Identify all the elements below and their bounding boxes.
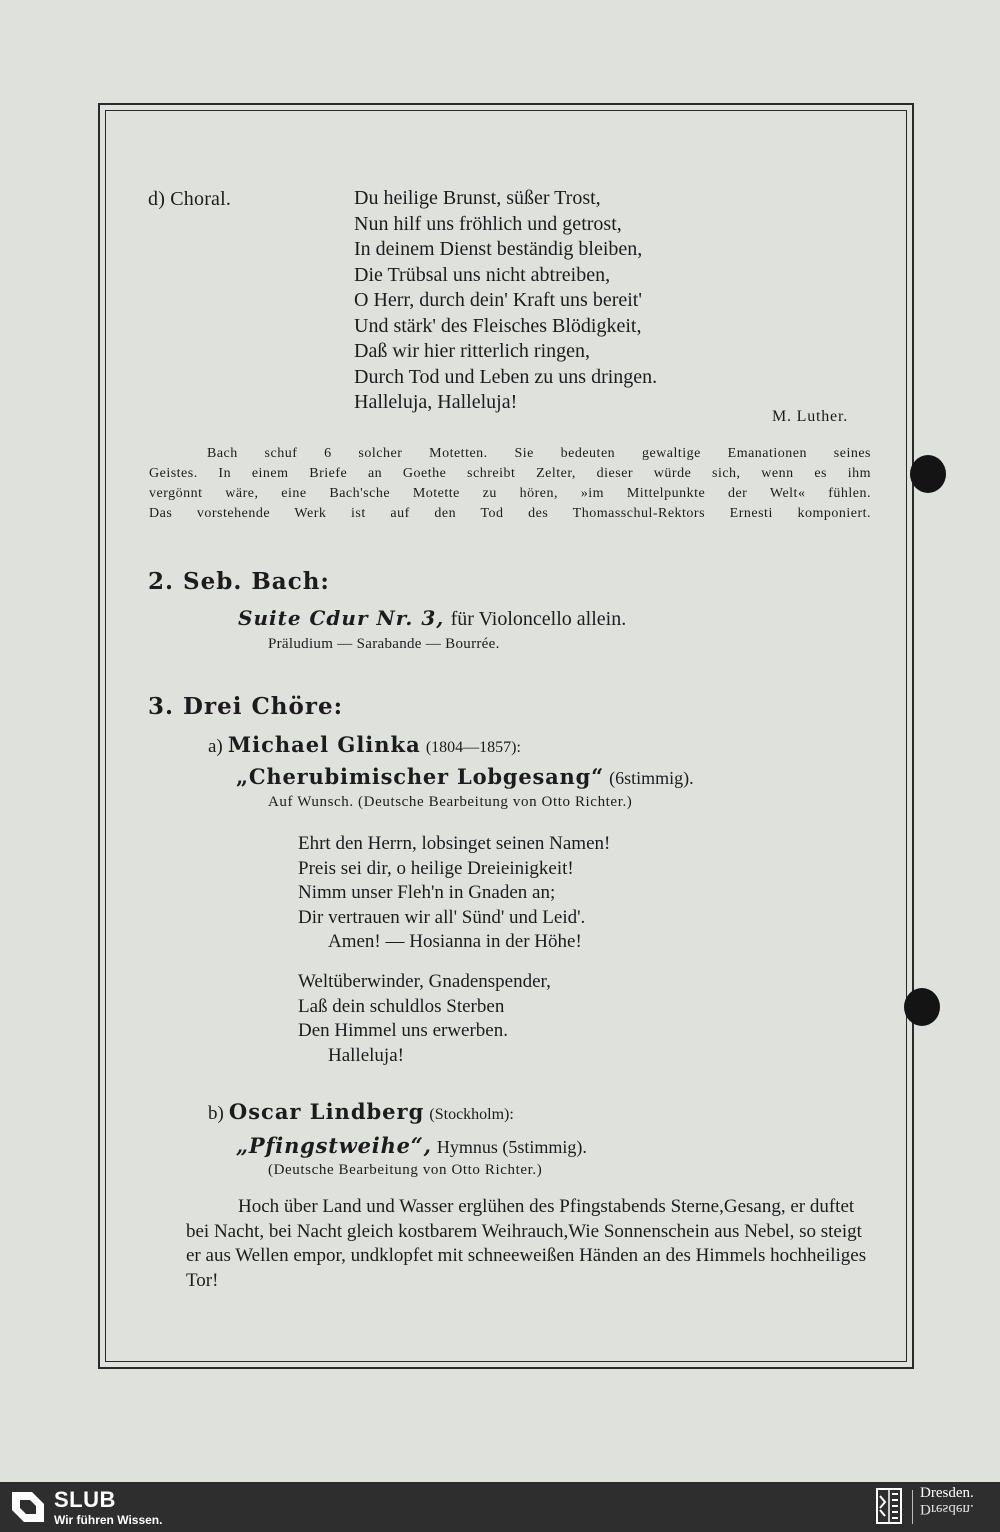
footer-separator xyxy=(912,1490,913,1524)
section2-movements: Präludium — Sarabande — Bourrée. xyxy=(268,636,500,652)
commentary-line: vergönnt wäre, eine Bach'sche Motette zu hören, »im Mittelpunkte der Welt« fühlen. xyxy=(149,486,871,501)
section3a-dates: (1804—1857): xyxy=(425,739,521,756)
choral-verse-line: Die Trübsal uns nicht abtreiben, xyxy=(354,263,611,286)
choral-author: M. Luther. xyxy=(772,408,848,425)
choral-verse-line: Du heilige Brunst, süßer Trost, xyxy=(354,187,601,209)
section3a-composer: Michael Glinka xyxy=(227,732,421,757)
commentary-line: Bach schuf 6 solcher Motetten. Sie bedeuten gewaltige Emanationen seines xyxy=(207,446,871,461)
dresden-city-mirror: Dresden. xyxy=(920,1501,974,1517)
choral-verse-line: Durch Tod und Leben zu uns dringen. xyxy=(354,365,658,388)
section3b-header xyxy=(208,1099,514,1125)
section3b-place: (Stockholm): xyxy=(429,1106,514,1123)
poem-line: Wie Sonnenschein aus Nebel, so steigt er aus Wellen empor, und xyxy=(186,1220,862,1266)
section3b-work-title: „Pfingstweihe“, xyxy=(236,1133,432,1158)
stanza-line: Amen! — Hosianna in der Höhe! xyxy=(328,931,582,952)
choral-label: d) Choral. xyxy=(148,188,232,210)
stanza-line: Ehrt den Herrn, lobsinget seinen Namen! xyxy=(298,833,611,854)
poem-line: Hoch über Land und Wasser erglühen des Pfingstabends Sterne, xyxy=(238,1196,724,1217)
section3b-poem xyxy=(186,1195,868,1293)
slub-logo-icon xyxy=(10,1490,46,1524)
choral-verse-line: O Herr, durch dein' Kraft uns bereit' xyxy=(354,289,642,311)
dresden-crest-icon xyxy=(876,1488,902,1524)
choral-verse-line: Daß wir hier ritterlich ringen, xyxy=(354,340,591,362)
section2-work-rest: für Violoncello allein. xyxy=(450,608,627,630)
section3a-work xyxy=(236,764,694,789)
section2-work xyxy=(238,606,626,631)
stanza-line: Halleluja! xyxy=(328,1044,404,1066)
section3b-composer: Oscar Lindberg xyxy=(228,1099,425,1124)
stanza-line: Dir vertrauen wir all' Sünd' und Leid'. xyxy=(298,906,586,928)
stanza-line: Weltüberwinder, Gnadenspender, xyxy=(298,971,551,992)
section3b-work-rest: Hymnus (5stimmig). xyxy=(436,1137,587,1157)
poem-line: Gesang, er duftet bei Nacht, bei Nacht gleich kostbarem Weihrauch, xyxy=(186,1196,855,1242)
section3-heading: 3. Drei Chöre: xyxy=(148,693,344,720)
slub-tagline: Wir führen Wissen. xyxy=(54,1513,163,1527)
choral-verse-line: Und stärk' des Fleisches Blödigkeit, xyxy=(354,314,642,337)
commentary-line: Das vorstehende Werk ist auf den Tod des Thomasschul-Rektors Ernesti komponiert. xyxy=(149,506,871,521)
section3b-label: b) xyxy=(208,1103,224,1124)
section3b-work xyxy=(236,1133,587,1158)
section3a-work-title: „Cherubimischer Lobgesang“ xyxy=(236,764,604,789)
punch-hole-bottom xyxy=(904,988,940,1026)
section3a-note: Auf Wunsch. (Deutsche Bearbeitung von Otto Richter.) xyxy=(268,794,633,810)
commentary-line: Geistes. In einem Briefe an Goethe schreibt Zelter, dieser würde sich, wenn es ihm xyxy=(149,466,871,481)
choral-verse-line: Nun hilf uns fröhlich und getrost, xyxy=(354,212,622,235)
section3a-stanza1 xyxy=(298,832,610,955)
poem-line: klopfet mit schneeweißen Händen an des Himmels hochheiliges Tor! xyxy=(186,1245,867,1291)
slub-name: SLUB xyxy=(54,1487,116,1512)
dresden-city: Dresden. xyxy=(920,1485,974,1501)
commentary-paragraph xyxy=(149,444,871,524)
section2-heading: 2. Seb. Bach: xyxy=(148,568,330,595)
section2-work-title: Suite Cdur Nr. 3, xyxy=(238,606,445,630)
stanza-line: Laß dein schuldlos Sterben xyxy=(298,995,505,1017)
choral-verse-line: In deinem Dienst beständig bleiben, xyxy=(354,238,643,260)
stanza-line: Nimm unser Fleh'n in Gnaden an; xyxy=(298,882,556,903)
section3a-header xyxy=(208,732,521,758)
stanza-line: Preis sei dir, o heilige Dreieinigkeit! xyxy=(298,857,574,879)
section3b-note: (Deutsche Bearbeitung von Otto Richter.) xyxy=(268,1162,543,1178)
section3a-stanza2 xyxy=(298,970,551,1068)
dresden-wordmark xyxy=(920,1486,974,1516)
footer-bar xyxy=(0,1482,1000,1532)
punch-hole-top xyxy=(910,455,946,493)
stanza-line: Den Himmel uns erwerben. xyxy=(298,1020,508,1041)
section3a-label: a) xyxy=(208,736,223,757)
choral-verse xyxy=(354,186,657,416)
section3a-work-rest: (6stimmig). xyxy=(609,768,694,788)
choral-verse-line: Halleluja, Halleluja! xyxy=(354,391,518,413)
